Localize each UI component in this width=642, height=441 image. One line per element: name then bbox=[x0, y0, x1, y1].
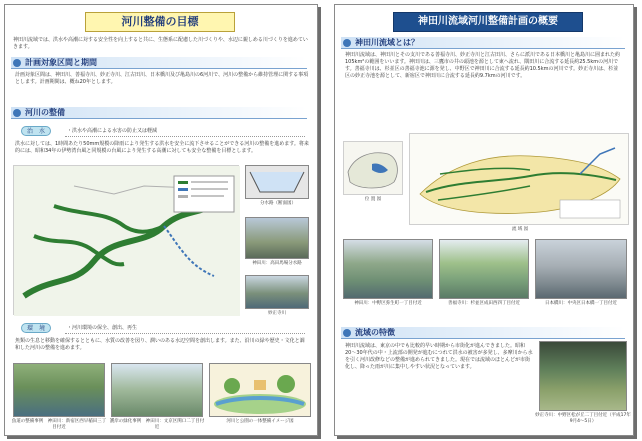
right-page-title: 神田川流域河川整備計画の概要 bbox=[393, 12, 583, 32]
park-integration-illustration bbox=[209, 363, 311, 417]
legend-swatch bbox=[178, 195, 188, 198]
legend-swatch bbox=[178, 181, 188, 184]
photo-1-caption: 神田川：中野区弥生町一丁目付近 bbox=[354, 301, 422, 306]
flood-control-pill: 治 水 bbox=[21, 126, 51, 136]
channel-section-diagram bbox=[245, 165, 309, 199]
basin-map-graphic bbox=[410, 134, 628, 224]
divider bbox=[65, 136, 305, 137]
left-section-1-heading: 計画対象区間と期間 bbox=[11, 57, 307, 69]
photo-c-caption: 魚道の整備事例 神田川：新宿区西早稲田三丁目付近 bbox=[11, 419, 107, 430]
legend-swatch bbox=[178, 188, 188, 191]
photo-fishway bbox=[13, 363, 105, 417]
flood-control-desc: ・洪水や高潮による水害の防止又は軽減 bbox=[67, 128, 158, 134]
divider bbox=[65, 333, 305, 334]
pavilion bbox=[254, 380, 266, 390]
tree bbox=[224, 378, 240, 394]
photo-3-caption: 日本橋川：中央区日本橋一丁目付近 bbox=[545, 301, 617, 306]
right-section-2-heading: 流域の特徴 bbox=[341, 327, 625, 339]
left-section-1-body: 計画対象区間は、神田川、善福寺川、妙正寺川、江古田川、日本橋川及び亀島川の6河川で、河川の整備から維持管理に関する事項とします。計画期間は、概ね20年とします。 bbox=[15, 72, 309, 85]
right-section-1-body: 神田川流域は、神田川とその支川である善福寺川、妙正寺川と江古田川、さらに派川である日本橋川と亀島川に囲まれた約105km²の範囲をいいます。神田川は、三鷹市の井の頭池を源として東へ流れ、隅田川に合流する延長約25.5kmの河川です。善福寺川は、杉並区の善福寺池に源を発し、中野区で神田川に合流する延長約10.5kmの河川です。妙正寺川は、杉並区の妙正寺池を源として、新宿区で神田川に合流する延長約9.7kmの河川です。 bbox=[345, 52, 621, 79]
location-map-graphic bbox=[344, 142, 402, 194]
photo-nihonbashi-river bbox=[535, 239, 627, 299]
photo-flood-myoshoji bbox=[539, 341, 627, 411]
left-section-2-heading: 河川の整備 bbox=[11, 107, 307, 119]
left-intro: 神田川流域では、洪水や高潮に対する安全性を向上すると共に、生態系に配慮した川づくりや、水辺に親しめる川づくりを進めていきます。 bbox=[13, 37, 308, 50]
river-map-graphic bbox=[14, 166, 240, 316]
environment-desc: ・河川環境の保全、創出、再生 bbox=[67, 325, 138, 331]
location-map bbox=[343, 141, 403, 195]
environment-pill: 環 境 bbox=[21, 323, 51, 333]
photo-a-caption: 神田川：高田馬場分水路 bbox=[252, 261, 302, 266]
park-illustration-graphic bbox=[210, 364, 310, 416]
right-section-1-heading: 神田川流域とは？ bbox=[341, 37, 625, 49]
basin-map-label: 流 域 図 bbox=[511, 227, 529, 232]
basin-legend-box bbox=[560, 200, 620, 218]
section-caption: 分水路（断面図） bbox=[260, 201, 296, 206]
right-page bbox=[334, 4, 634, 436]
section-outline bbox=[250, 172, 304, 192]
photo-e-caption: 河川と公園の一体整備イメージ図 bbox=[226, 419, 294, 424]
photo-b-caption: 妙正寺川 bbox=[268, 311, 286, 316]
tree bbox=[277, 375, 295, 393]
photo-diversion-channel bbox=[245, 217, 309, 259]
photo-kanda-river bbox=[343, 239, 433, 299]
section-graphic bbox=[246, 166, 308, 198]
left-page bbox=[4, 4, 318, 436]
basin-map bbox=[409, 133, 629, 225]
photo-zenpukuji-river bbox=[439, 239, 529, 299]
photo-revetment-greening bbox=[111, 363, 203, 417]
right-section-2-body: 神田川流域は、東京の中でも比較的早い時期から市街化が進んできました。昭和20〜30年代の中・上流部の開発が進むにつれて洪水の被害が多発し、多摩川から水を引く河川改修などの整備が進められてきました。現在では流域のほとんどが市街化し、降った雨が川に集中しやすい状況となっています。 bbox=[345, 343, 533, 370]
photo-2-caption: 善福寺川：杉並区成田西四丁目付近 bbox=[448, 301, 520, 306]
photo-d-caption: 護岸の緑化事例 神田川：文京区関口二丁目付近 bbox=[109, 419, 205, 430]
flood-control-body: 洪水に対しては、1時間あたり50mm規模の降雨により発生する洪水を安全に流下させることができる河川の整備を進めます。将来的には、昭和34年の伊勢湾台風と同規模の台風により発生する高潮に対しても安全な整備を目標とします。 bbox=[15, 141, 309, 154]
environment-body: 魚類の生息と移動を確保するとともに、水質の改善を図り、潤いのある水辺空間を創出します。また、沿川の緑や歴史・文化と調和した河川の整備を進めます。 bbox=[15, 338, 305, 351]
photo-4-caption: 妙正寺川：中野区松が丘二丁目付近（平成17年9月4〜5日） bbox=[535, 413, 631, 424]
river-plan-map bbox=[13, 165, 239, 315]
photo-myoshoji bbox=[245, 275, 309, 309]
left-page-title: 河川整備の目標 bbox=[85, 12, 235, 32]
location-map-label: 位 置 図 bbox=[364, 197, 382, 202]
